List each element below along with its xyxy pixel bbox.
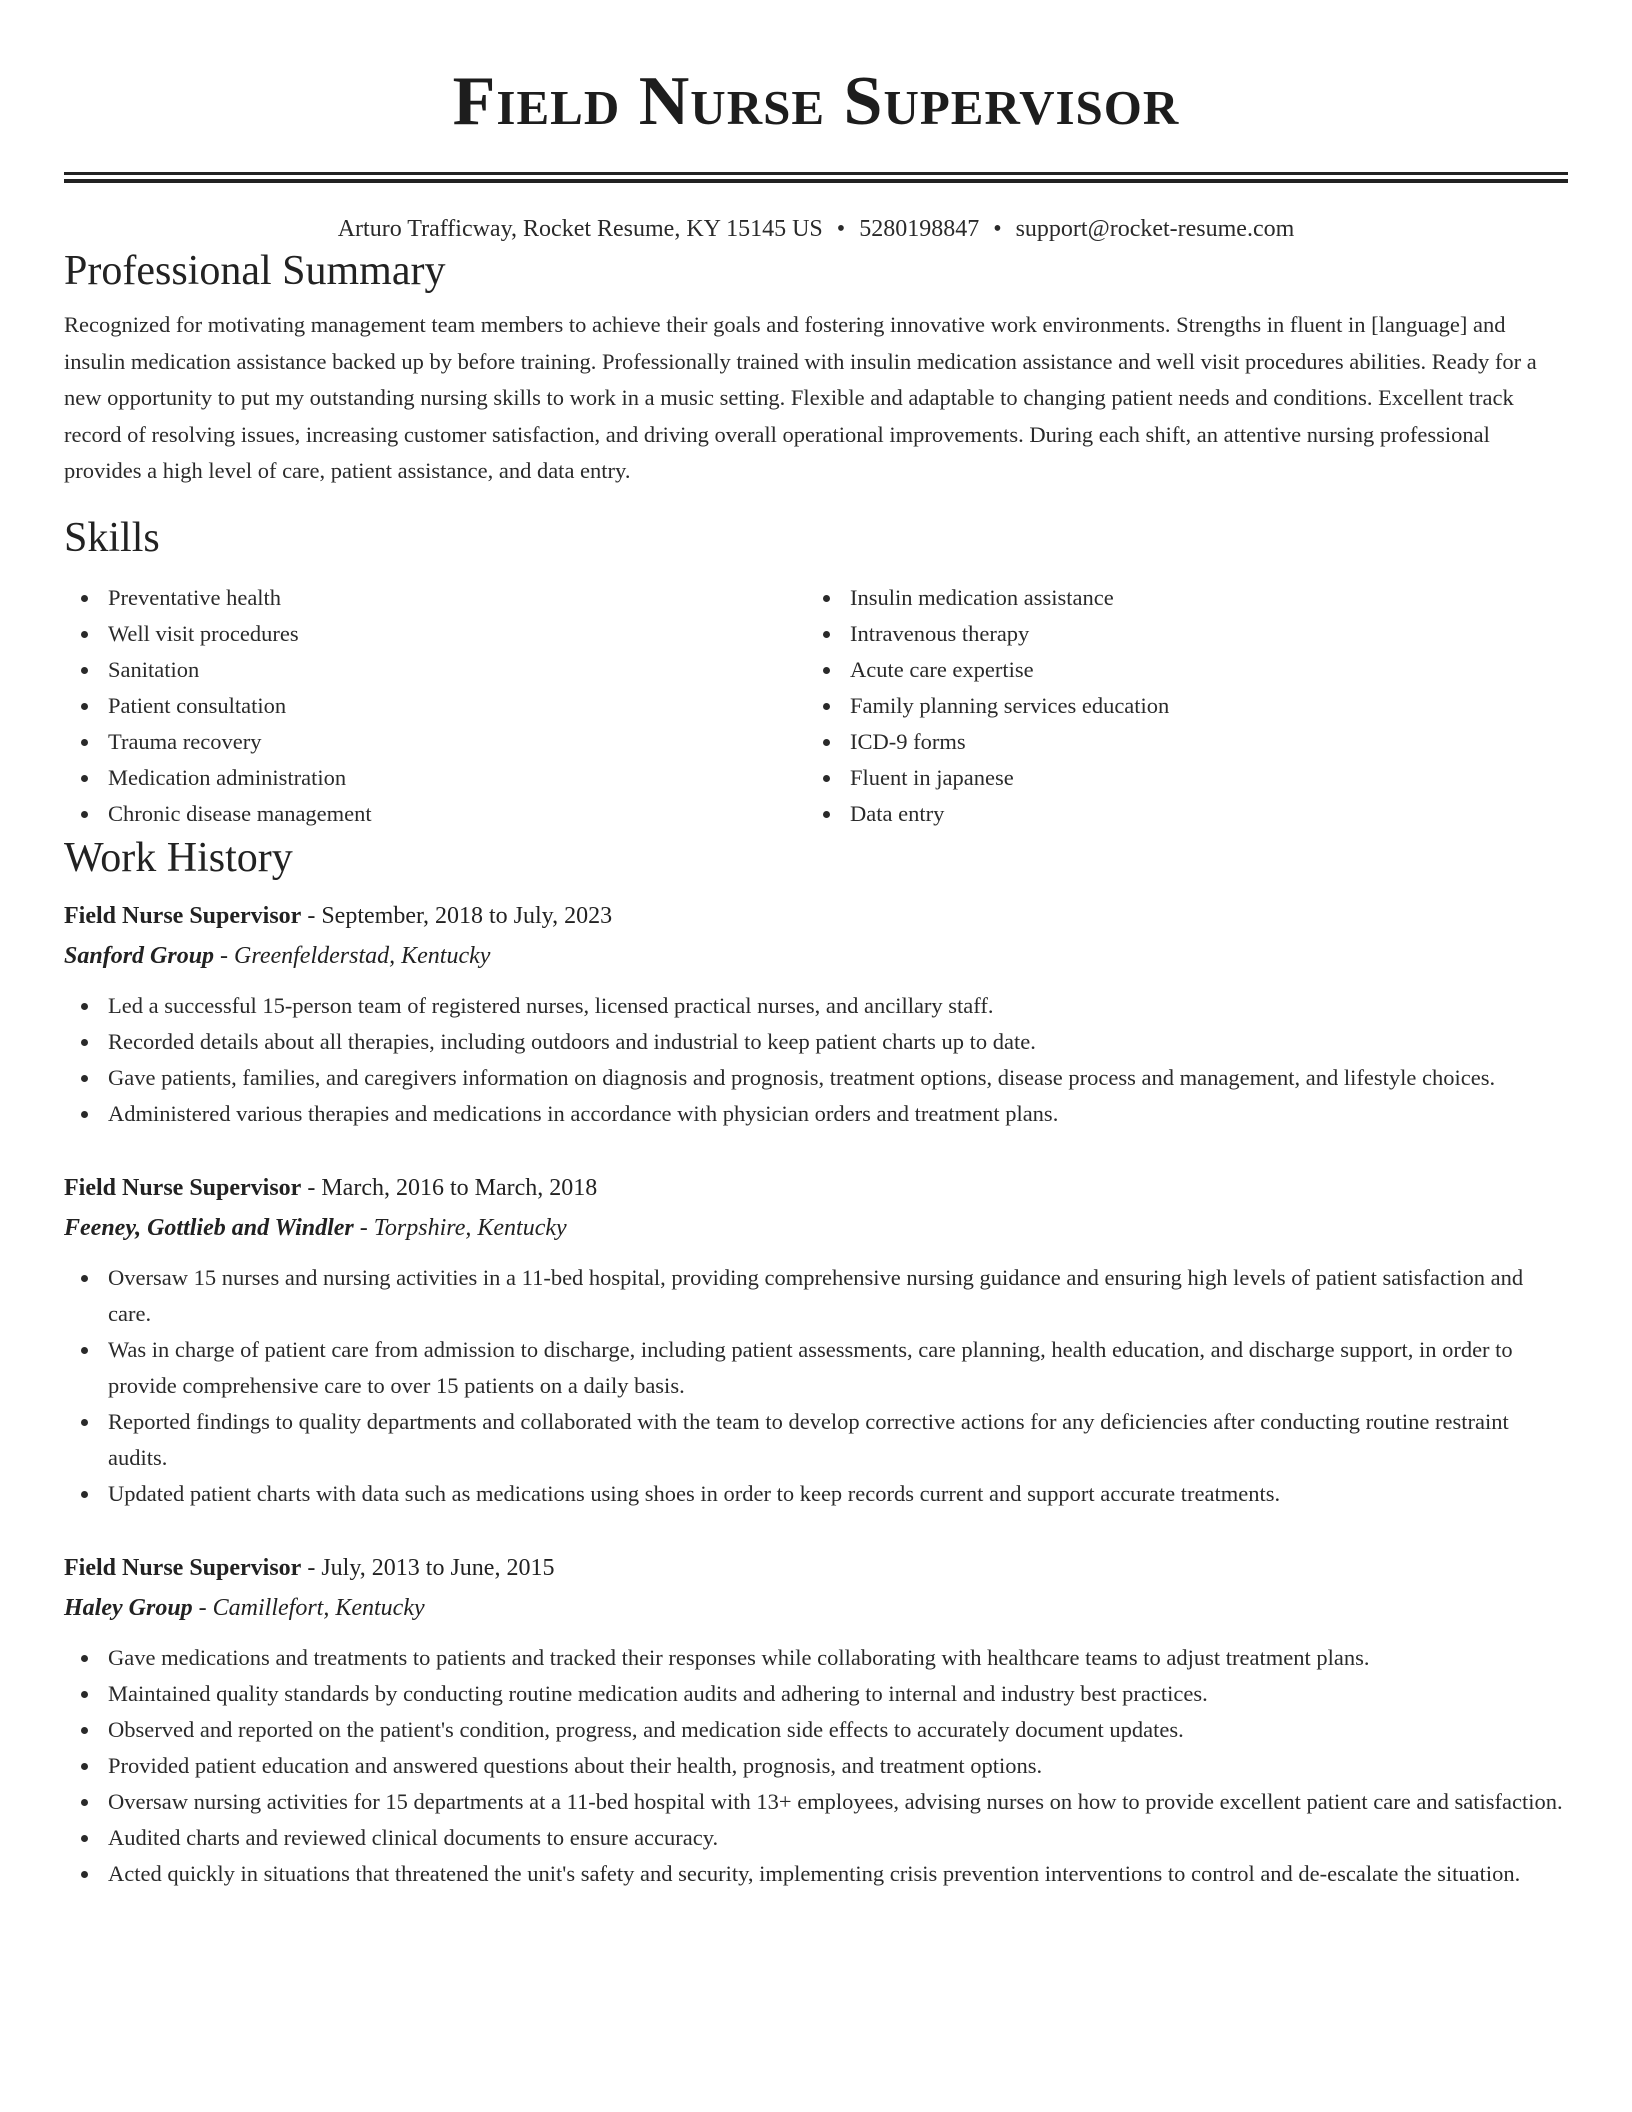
job-duty: Administered various therapies and medications in accordance with physician orders and treatment plans. (64, 1096, 1568, 1132)
skill-item: Acute care expertise (806, 652, 1548, 688)
job-duty: Reported findings to quality departments and collaborated with the team to develop corrective actions for any deficiencies after conducting routine restraint audits. (64, 1404, 1568, 1476)
job-company-line: Feeney, Gottlieb and Windler - Torpshire, Kentucky (64, 1215, 567, 1241)
job-duties (64, 1640, 1568, 1892)
skill-item: Chronic disease management (64, 796, 806, 832)
job-entry (64, 1168, 1568, 1512)
job-duty: Gave medications and treatments to patients and tracked their responses while collaborating with healthcare teams to adjust treatment plans. (64, 1640, 1568, 1676)
header-divider (64, 172, 1568, 183)
skill-item: Trauma recovery (64, 724, 806, 760)
skills-column-right (806, 580, 1548, 832)
job-duties (64, 988, 1568, 1132)
job-duty: Updated patient charts with data such as medications using shoes in order to keep records current and support accurate treatments. (64, 1476, 1568, 1512)
job-location: Camillefort, Kentucky (212, 1595, 425, 1621)
contact-separator: • (836, 216, 846, 242)
resume-name: Field Nurse Supervisor (452, 63, 1180, 140)
contact-email: support@rocket-resume.com (1015, 216, 1295, 242)
job-duty: Oversaw 15 nurses and nursing activities in a 11-bed hospital, providing comprehensive nursing guidance and ensuring high levels of patient satisfaction and care. (64, 1260, 1568, 1332)
job-role: Field Nurse Supervisor (64, 1175, 302, 1201)
job-company: Feeney, Gottlieb and Windler (64, 1215, 354, 1241)
job-role: Field Nurse Supervisor (64, 903, 302, 929)
job-title-line: Field Nurse Supervisor - July, 2013 to June, 2015 (64, 1555, 555, 1581)
job-entry (64, 1548, 1568, 1892)
skill-item: Medication administration (64, 760, 806, 796)
job-company: Haley Group (64, 1595, 193, 1621)
job-title-line: Field Nurse Supervisor - March, 2016 to March, 2018 (64, 1175, 598, 1201)
job-dates: September, 2018 to July, 2023 (321, 903, 613, 929)
contact-address: Arturo Trafficway, Rocket Resume, KY 15145 US (337, 216, 823, 242)
job-duties (64, 1260, 1568, 1512)
contact-phone: 5280198847 (859, 216, 980, 242)
summary-heading: Professional Summary (64, 248, 446, 294)
job-duty: Audited charts and reviewed clinical documents to ensure accuracy. (64, 1820, 1568, 1856)
skill-item: Sanitation (64, 652, 806, 688)
job-company-line: Haley Group - Camillefort, Kentucky (64, 1595, 425, 1621)
work-history-heading: Work History (64, 835, 293, 881)
skill-item: Insulin medication assistance (806, 580, 1548, 616)
job-duty: Recorded details about all therapies, including outdoors and industrial to keep patient charts up to date. (64, 1024, 1568, 1060)
job-duty: Led a successful 15-person team of registered nurses, licensed practical nurses, and ancillary staff. (64, 988, 1568, 1024)
skill-item: Well visit procedures (64, 616, 806, 652)
job-duty: Observed and reported on the patient's condition, progress, and medication side effects to accurately document updates. (64, 1712, 1568, 1748)
skill-item: Fluent in japanese (806, 760, 1548, 796)
summary-text: Recognized for motivating management team members to achieve their goals and fostering innovative work environments. Strengths in fluent in [language] and insulin medication assistance backed up by before training. Professionally trained with insulin medication assistance and well visit procedures abilities. Ready for a new opportunity to put my outstanding nursing skills to work in a music setting. Flexible and adaptable to changing patient needs and conditions. Excellent track record of resolving issues, increasing customer satisfaction, and driving overall operational improvements. During each shift, an attentive nursing professional provides a high level of care, patient assistance, and data entry. (64, 312, 1537, 483)
contact-separator: • (993, 216, 1002, 242)
job-company-line: Sanford Group - Greenfelderstad, Kentucky (64, 943, 491, 969)
job-dates: March, 2016 to March, 2018 (321, 1175, 598, 1201)
job-location: Greenfelderstad, Kentucky (234, 943, 491, 969)
job-duty: Provided patient education and answered questions about their health, prognosis, and treatment options. (64, 1748, 1568, 1784)
job-duty: Acted quickly in situations that threatened the unit's safety and security, implementing crisis prevention interventions to control and de-escalate the situation. (64, 1856, 1568, 1892)
job-role: Field Nurse Supervisor (64, 1555, 302, 1581)
job-company: Sanford Group (64, 943, 215, 969)
job-dates: July, 2013 to June, 2015 (321, 1555, 555, 1581)
contact-line (64, 213, 1568, 245)
skill-item: Intravenous therapy (806, 616, 1548, 652)
skill-item: Family planning services education (806, 688, 1548, 724)
skills-list (64, 580, 1568, 832)
job-duty: Was in charge of patient care from admission to discharge, including patient assessments, care planning, health education, and discharge support, in order to provide comprehensive care to over 15 patients on a daily basis. (64, 1332, 1568, 1404)
skill-item: Patient consultation (64, 688, 806, 724)
job-duty: Gave patients, families, and caregivers information on diagnosis and prognosis, treatment options, disease process and management, and lifestyle choices. (64, 1060, 1568, 1096)
skills-column-left (64, 580, 806, 832)
job-title-line: Field Nurse Supervisor - September, 2018 to July, 2023 (64, 903, 613, 929)
job-duty: Oversaw nursing activities for 15 departments at a 11-bed hospital with 13+ employees, advising nurses on how to provide excellent patient care and satisfaction. (64, 1784, 1568, 1820)
job-entry (64, 896, 1568, 1132)
skill-item: ICD-9 forms (806, 724, 1548, 760)
skill-item: Data entry (806, 796, 1548, 832)
job-duty: Maintained quality standards by conducting routine medication audits and adhering to internal and industry best practices. (64, 1676, 1568, 1712)
job-location: Torpshire, Kentucky (373, 1215, 567, 1241)
skills-heading: Skills (64, 515, 160, 561)
skill-item: Preventative health (64, 580, 806, 616)
